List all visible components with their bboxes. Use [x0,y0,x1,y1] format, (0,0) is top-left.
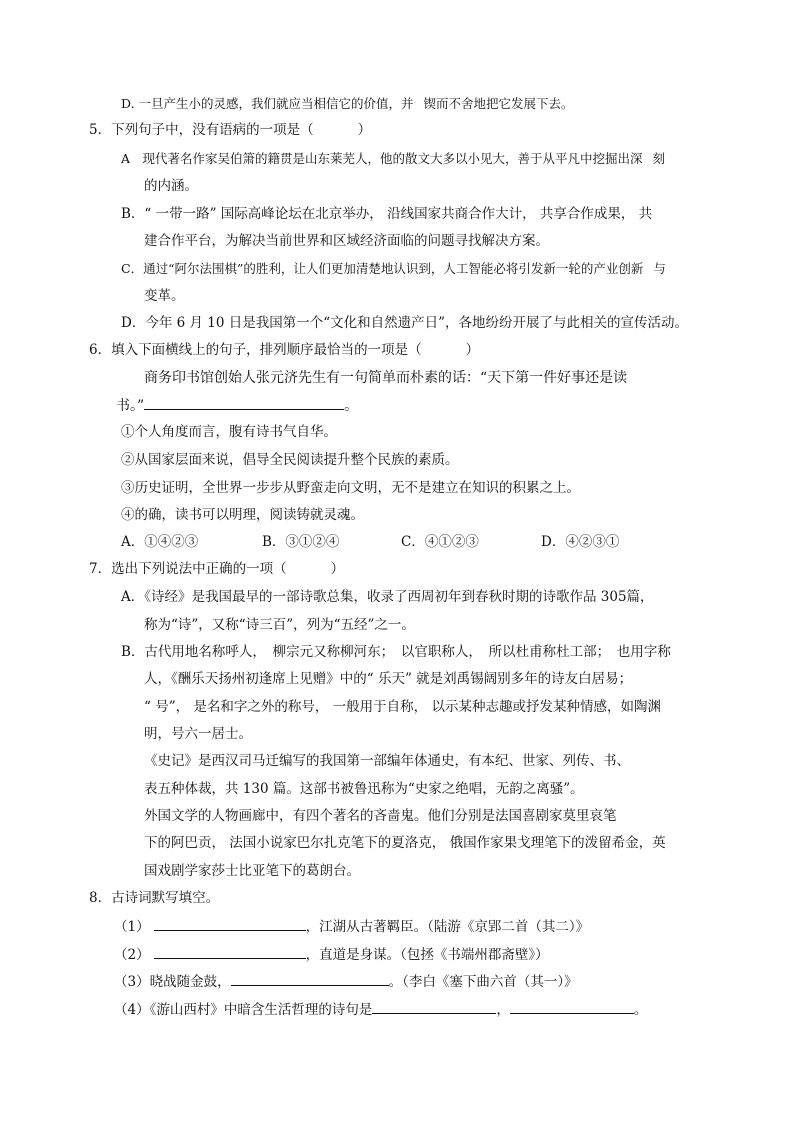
q7-option-b-line1: B．古代用地名称呼人， 柳宗元又称柳河东； 以官职称人， 所以杜甫称杜工部； 也用字称 [121,644,671,660]
q5-option-b-line2: 建合作平台，为解决当前世界和区域经济面临的问题寻找解决方案。 [144,233,549,249]
q6-sentence-1: ①个人角度而言，腹有诗书气自华。 [121,424,337,440]
q8-item-3: （3）晓战随金鼓， 。（李白《塞下曲六首（其一）》 [114,974,578,990]
q7-option-b-line4: 明，号六一居士。 [144,726,252,742]
q6-passage-line1: 商务印书馆创始人张元济先生有一句简单而朴素的话：“天下第一件好事还是读 [144,370,628,386]
q8-item-4-blank-2[interactable] [510,1000,634,1014]
q8-stem: 8．古诗词默写填空。 [89,890,220,906]
q5-option-c-line1: C．通过“阿尔法围棋”的胜利，让人们更加清楚地认识到，人工智能必将引发新一轮的产业创新 与 [121,261,666,276]
q5-stem: 5．下列句子中，没有语病的一项是（ ） [89,122,372,138]
q7-option-d-line1: 外国文学的人物画廊中，有四个著名的吝啬鬼。他们分别是法国喜剧家莫里哀笔 [144,808,617,824]
q7-option-a-line1: A．《诗经》是我国最早的一部诗歌总集，收录了西周初年到春秋时期的诗歌作品 305篇， [121,589,654,605]
q6-sentence-4: ④的确，读书可以明理，阅读铸就灵魂。 [121,507,364,523]
q8-item-2: （2） ，直道是身谋。（包拯《书端州郡斋壁》） [114,947,549,963]
q7-option-d-line2: 下的阿巴贡， 法国小说家巴尔扎克笔下的夏洛克， 俄国作家果戈理笔下的泼留希金，英 [144,835,666,851]
q4-option-d: D. 一旦产生小的灵感，我们就应当相信它的价值，并 锲而不舍地把它发展下去。 [121,96,574,111]
q6-option-b[interactable]: B．③①②④ [262,534,340,550]
q5-option-d: D．今年 6 月 10 日是我国第一个“文化和自然遗产日”，各地纷纷开展了与此相关的宣传活动。 [121,315,689,331]
q5-option-a-line1: A 现代著名作家吴伯箫的籍贯是山东莱芜人，他的散文大多以小见大，善于从平凡中挖掘出深 刻 [121,151,666,166]
q6-sentence-3: ③历史证明，全世界一步步从野蛮走向文明，无不是建立在知识的积累之上。 [121,480,580,496]
q5-option-c-line2: 变革。 [144,288,185,304]
q6-option-d[interactable]: D．④②③① [541,534,620,550]
q5-option-a-line2: 的内涵。 [144,178,198,194]
q7-option-b-line2: 人，《酬乐天扬州初逢席上见赠》中的“ 乐天” 就是刘禹锡阔别多年的诗友白居易； [144,671,633,687]
q8-item-1-blank[interactable] [154,917,306,931]
q7-stem: 7．选出下列说法中正确的一项（ ） [89,561,345,577]
q5-option-b-line1: B．“ 一带一路” 国际高峰论坛在北京举办， 沿线国家共商合作大计， 共享合作成果， 共 [121,206,653,222]
q6-option-c[interactable]: C．④①②③ [401,534,479,550]
q7-option-c-line2: 表五种体裁，共 130 篇。这部书被鲁迅称为“史家之绝唱，无韵之离骚”。 [144,781,584,797]
q6-option-a[interactable]: A．①④②③ [121,534,199,550]
q8-item-4: （4）《游山西村》中暗含生活哲理的诗句是 ， 。 [114,1002,648,1018]
q6-stem: 6．填入下面横线上的句子，排列顺序最恰当的一项是（ ） [89,342,480,358]
q6-sentence-2: ②从国家层面来说，倡导全民阅读提升整个民族的素质。 [121,452,459,468]
q6-answer-blank[interactable] [144,396,344,410]
q8-item-4-blank-1[interactable] [372,1000,496,1014]
q7-option-c-line1: 《史记》是西汉司马迁编写的我国第一部编年体通史，有本纪、世家、列传、书、 [144,753,630,769]
q7-option-a-line2: 称为“诗”，又称“诗三百”，列为“五经”之一。 [144,617,415,633]
q8-item-2-blank[interactable] [154,945,306,959]
q7-option-b-line3: “ 号”， 是名和字之外的称号， 一般用于自称， 以示某种志趣或抒发某种情感，如陶渊 [144,699,661,715]
q8-item-1: （1） ，江湖从古著羁臣。（陆游《京郢二首（其二）》 [114,919,590,935]
q7-option-d-line3: 国戏剧学家莎士比亚笔下的葛朗台。 [144,863,360,879]
q8-item-3-blank[interactable] [231,972,389,986]
q6-passage-line2: 书。” 。 [116,398,359,414]
